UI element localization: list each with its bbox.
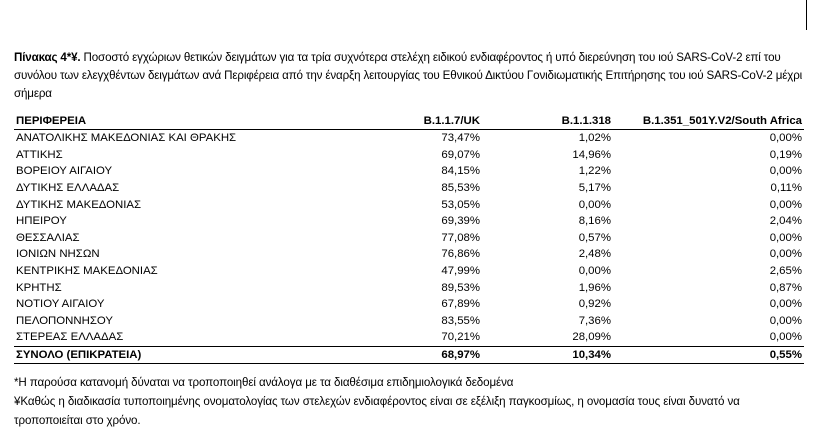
table-row [14, 213, 804, 230]
total-label: ΣΥΝΟΛΟ (ΕΠΙΚΡΑΤΕΙΑ) [14, 346, 297, 364]
table-row [14, 246, 804, 263]
b117-value: 67,89% [441, 298, 480, 311]
region-cell: ΙΟΝΙΩΝ ΝΗΣΩΝ [16, 248, 100, 261]
b117-value: 47,99% [441, 265, 480, 278]
b1351-value: 0,00% [769, 331, 802, 344]
table-row [14, 263, 804, 280]
b11318-value: 2,48% [578, 248, 611, 261]
region-cell: ΑΤΤΙΚΗΣ [16, 148, 63, 161]
b11318-value: 0,00% [578, 198, 611, 211]
region-cell: ΔΥΤΙΚΗΣ ΕΛΛΑΔΑΣ [16, 182, 120, 195]
region-cell: ΗΠΕΙΡΟΥ [16, 215, 67, 228]
b1351-value: 2,65% [769, 265, 802, 278]
b1351-value: 0,00% [769, 198, 802, 211]
region-cell: ΠΕΛΟΠΟΝΝΗΣΟΥ [16, 314, 113, 327]
caption-text: Ποσοστό εγχώριων θετικών δειγμάτων για τα τρία συχνότερα στελέχη ειδικού ενδιαφέροντος ή υπό διερεύνηση του ιού SARS-CoV-2 επί του συνόλου των ελεγχθέντων δειγμάτων ανά Περιφέρεια από την έναρξη λειτουργίας του Εθνικού Δικτύου Γονιδιωματικής Επιτήρησης του ιού SARS-CoV-2 μέχρι σήμερα [14, 51, 803, 100]
b1351-value: 0,11% [770, 182, 802, 195]
header-b11318: B.1.1.318 [482, 113, 613, 130]
total-b117-value: 68,97% [297, 346, 482, 364]
b117-value: 73,47% [441, 132, 480, 145]
b117-value: 76,86% [441, 248, 480, 261]
region-cell: ΣΤΕΡΕΑΣ ΕΛΛΑΔΑΣ [16, 331, 124, 344]
header-b117-uk: B.1.1.7/UK [297, 113, 482, 130]
region-cell: ΘΕΣΣΑΛΙΑΣ [16, 231, 80, 244]
b117-value: 83,55% [441, 314, 480, 327]
b11318-value: 1,96% [578, 281, 611, 294]
b117-value: 85,53% [441, 182, 480, 195]
b117-value: 84,15% [441, 165, 480, 178]
caption-label: Πίνακας 4*¥. [14, 51, 81, 64]
b117-value: 69,07% [441, 148, 480, 161]
b117-value: 53,05% [441, 198, 480, 211]
b11318-value: 28,09% [572, 331, 611, 344]
region-cell: ΒΟΡΕΙΟΥ ΑΙΓΑΙΟΥ [16, 165, 113, 178]
b11318-value: 1,02% [578, 132, 611, 145]
header-region: ΠΕΡΙΦΕΡΕΙΑ [14, 113, 297, 130]
region-cell: ΔΥΤΙΚΗΣ ΜΑΚΕΔΟΝΙΑΣ [16, 198, 142, 211]
b11318-value: 1,22% [578, 165, 611, 178]
table-row [14, 296, 804, 313]
b11318-value: 0,00% [578, 265, 611, 278]
b1351-value: 0,19% [769, 148, 802, 161]
table-caption [14, 49, 810, 103]
variants-by-region-table [14, 113, 804, 364]
b1351-value: 0,00% [769, 298, 802, 311]
footnote-asterisk: *Η παρούσα κατανομή δύναται να τροποποιηθεί ανάλογα με τα διαθέσιμα επιδημιολογικά δεδομένα [14, 376, 514, 389]
b117-value: 70,21% [441, 331, 480, 344]
table-row [14, 230, 804, 247]
table-row [14, 163, 804, 180]
table-row [14, 130, 804, 147]
table-row [14, 196, 804, 213]
b1351-value: 0,00% [769, 165, 802, 178]
table-row [14, 147, 804, 164]
total-b11318-value: 10,34% [482, 346, 613, 364]
total-b1351-value: 0,55% [613, 346, 804, 364]
b117-value: 89,53% [441, 281, 480, 294]
header-b1351-south-africa: B.1.351_501Y.V2/South Africa [613, 113, 804, 130]
footnote-yen: ¥Καθώς η διαδικασία τυποποιημένης ονοματολογίας των στελεχών ενδιαφέροντος είναι σε εξέλιξη παγκοσμίως, η ονομασία τους είναι δυνατό να τροποποιείται στο χρόνο. [14, 395, 740, 427]
b1351-value: 2,04% [769, 215, 802, 228]
b11318-value: 8,16% [578, 215, 611, 228]
b1351-value: 0,87% [769, 281, 802, 294]
table-row [14, 329, 804, 346]
table-row [14, 279, 804, 296]
region-cell: ΑΝΑΤΟΛΙΚΗΣ ΜΑΚΕΔΟΝΙΑΣ ΚΑΙ ΘΡΑΚΗΣ [16, 132, 237, 145]
b11318-value: 5,17% [578, 182, 611, 195]
region-cell: ΚΕΝΤΡΙΚΗΣ ΜΑΚΕΔΟΝΙΑΣ [16, 265, 158, 278]
table-row [14, 313, 804, 330]
b117-value: 77,08% [441, 231, 480, 244]
footnotes [14, 373, 810, 430]
page-border-line [806, 0, 807, 30]
b11318-value: 14,96% [572, 148, 611, 161]
region-cell: ΚΡΗΤΗΣ [16, 281, 62, 294]
b11318-value: 7,36% [578, 314, 611, 327]
b1351-value: 0,00% [769, 231, 802, 244]
table-header-row [14, 113, 804, 130]
total-row [14, 346, 804, 364]
region-cell: ΝΟΤΙΟΥ ΑΙΓΑΙΟΥ [16, 298, 105, 311]
b11318-value: 0,57% [578, 231, 611, 244]
b1351-value: 0,00% [769, 248, 802, 261]
table-row [14, 180, 804, 197]
b1351-value: 0,00% [769, 314, 802, 327]
b11318-value: 0,92% [578, 298, 611, 311]
b117-value: 69,39% [441, 215, 480, 228]
b1351-value: 0,00% [769, 132, 802, 145]
